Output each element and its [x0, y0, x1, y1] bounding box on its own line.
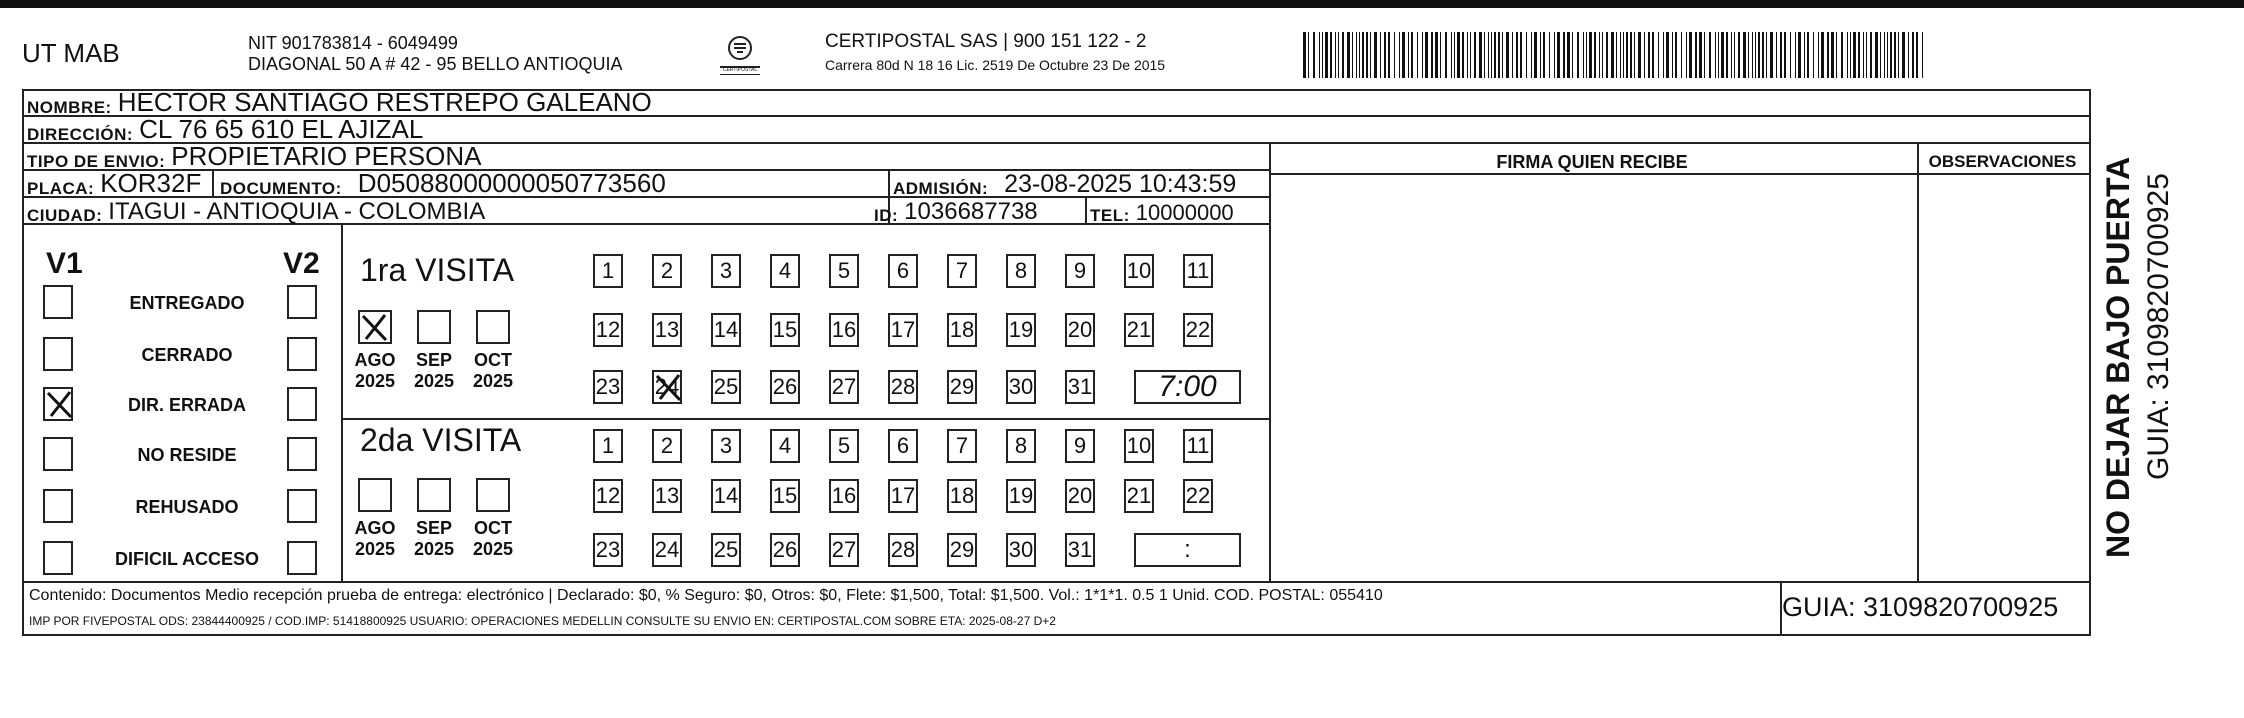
visit2-day-box[interactable] [1183, 479, 1213, 513]
visit1-day-number: 29 [949, 374, 975, 399]
visit2-day-box[interactable] [593, 479, 623, 513]
footer-imp: IMP POR FIVEPOSTAL ODS: 23844400925 / COD.IMP: 51418800925 USUARIO: OPERACIONES MEDELLIN CONSULTE SU ENVIO EN: CERTIPOSTAL.COM SOBRE ETA: 2025-08-27 D+2 [29, 614, 1056, 628]
visit1-day-box[interactable] [1065, 254, 1095, 288]
visit2-day-box[interactable] [593, 533, 623, 567]
direccion-value: CL 76 65 610 EL AJIZAL [139, 114, 424, 144]
visit1-day-number: 23 [595, 374, 621, 399]
visit2-day-box[interactable] [770, 429, 800, 463]
visit1-day-box[interactable] [711, 313, 741, 347]
visit1-day-box[interactable] [829, 254, 859, 288]
visit2-day-box[interactable] [1065, 429, 1095, 463]
visit2-day-number: 5 [837, 433, 851, 458]
visit2-day-number: 26 [772, 537, 798, 562]
placa-row [27, 168, 202, 199]
documento-label: DOCUMENTO: [220, 179, 342, 198]
visit1-day-number: 16 [831, 317, 857, 342]
visit2-day-number: 16 [831, 483, 857, 508]
visit2-day-box[interactable] [829, 479, 859, 513]
tel-label: TEL: [1090, 206, 1130, 225]
visit1-day-number: 18 [949, 317, 975, 342]
documento-row [220, 168, 666, 199]
carrier-address: Carrera 80d N 18 16 Lic. 2519 De Octubre 23 De 2015 [825, 57, 1166, 73]
visit2-day-number: 9 [1073, 433, 1087, 458]
tipo-label: TIPO DE ENVIO: [27, 152, 166, 171]
v1-header: V1 [46, 247, 83, 280]
v2-checkbox[interactable] [287, 489, 317, 523]
visit1-day-number: 26 [772, 374, 798, 399]
visit1-day-box[interactable] [1065, 370, 1095, 404]
visit1-day-number: 24 [654, 374, 680, 399]
visit2-month-caption [468, 518, 518, 560]
visit1-month-caption [409, 350, 459, 392]
visit2-year-label: 2025 [472, 539, 514, 559]
visit2-month-checkbox[interactable] [417, 478, 451, 512]
visit2-day-number: 1 [601, 433, 615, 458]
v1-checkbox[interactable] [43, 337, 73, 371]
visit2-time-box[interactable]: : [1134, 533, 1241, 567]
v2-checkbox[interactable] [287, 337, 317, 371]
placa-value: KOR32F [100, 168, 202, 198]
visit1-day-box[interactable] [1006, 254, 1036, 288]
visit2-day-number: 15 [772, 483, 798, 508]
visit2-day-number: 23 [595, 537, 621, 562]
visit1-day-number: 6 [896, 258, 910, 283]
visit1-day-number: 3 [719, 258, 733, 283]
visit1-day-box[interactable] [770, 313, 800, 347]
visit2-day-box[interactable] [1183, 429, 1213, 463]
top-border [0, 0, 2244, 8]
side-warning: NO DEJAR BAJO PUERTA [2100, 156, 2136, 558]
visit1-month-caption [468, 350, 518, 392]
visit2-day-number: 24 [654, 537, 680, 562]
visit2-day-box[interactable] [947, 479, 977, 513]
visit1-day-number: 15 [772, 317, 798, 342]
visit1-day-box[interactable] [1124, 313, 1154, 347]
company-nit: NIT 901783814 - 6049499 [248, 33, 458, 53]
tel-value: 10000000 [1135, 200, 1234, 225]
visit1-day-box[interactable] [888, 254, 918, 288]
v1-checkbox[interactable] [43, 437, 73, 471]
visit1-day-number: 28 [890, 374, 916, 399]
visit2-day-box[interactable] [947, 429, 977, 463]
visit1-day-box[interactable] [770, 254, 800, 288]
visit1-day-number: 25 [713, 374, 739, 399]
visit2-day-number: 31 [1067, 537, 1093, 562]
side-guia: GUIA: 3109820700925 [2142, 173, 2175, 480]
id-label: ID: [874, 206, 899, 225]
ciudad-label: CIUDAD: [27, 206, 103, 225]
visit1-month-caption [350, 350, 400, 392]
footer-contenido: Contenido: Documentos Medio recepción prueba de entrega: electrónico | Declarado: $0, % Seguro: $0, Otros: $0, Flete: $1,500, Total: $1,500. Vol.: 1*1*1. 0.5 1 Unid. COD. POSTAL: 055410 [29, 587, 1383, 604]
visit2-day-number: 25 [713, 537, 739, 562]
visit1-year-label: 2025 [472, 371, 514, 391]
visit1-day-box[interactable] [947, 370, 977, 404]
status-label: DIFICIL ACCESO [114, 549, 259, 569]
visit2-day-number: 7 [955, 433, 969, 458]
visit1-time-box[interactable]: 7:00 [1134, 370, 1241, 404]
visit1-month-label: OCT [474, 350, 512, 370]
visit2-day-number: 30 [1008, 537, 1034, 562]
v1-checkbox[interactable] [43, 285, 73, 319]
visit1-day-box[interactable] [1006, 370, 1036, 404]
v1-checkbox[interactable] [43, 489, 73, 523]
visit1-day-box[interactable] [652, 313, 682, 347]
visit2-month-caption [409, 518, 459, 560]
visit1-day-box[interactable] [1124, 254, 1154, 288]
visit2-title: 2da VISITA [360, 422, 522, 458]
visit2-day-number: 17 [890, 483, 916, 508]
carrier-name: CERTIPOSTAL SAS | 900 151 122 - 2 [825, 31, 1147, 52]
admision-value: 23-08-2025 10:43:59 [1004, 170, 1237, 198]
admision-row [893, 171, 1236, 199]
visit2-day-box[interactable] [947, 533, 977, 567]
visit2-day-box[interactable] [652, 479, 682, 513]
visit2-day-box[interactable] [1006, 533, 1036, 567]
visit1-day-box[interactable] [829, 370, 859, 404]
v2-checkbox[interactable] [287, 285, 317, 319]
visit2-day-number: 27 [831, 537, 857, 562]
visit2-month-label: SEP [415, 518, 453, 538]
visit1-day-number: 7 [955, 258, 969, 283]
admision-label: ADMISIÓN: [893, 179, 989, 198]
visit1-day-box[interactable] [1183, 313, 1213, 347]
visit1-day-box[interactable] [652, 370, 682, 404]
visit1-month-label: SEP [415, 350, 453, 370]
visit1-day-number: 5 [837, 258, 851, 283]
firma-header: FIRMA QUIEN RECIBE [1496, 152, 1688, 172]
visit2-day-number: 28 [890, 537, 916, 562]
visit1-title: 1ra VISITA [360, 252, 515, 288]
visit2-month-caption [350, 518, 400, 560]
visit2-day-box[interactable] [829, 533, 859, 567]
visit2-month-label: AGO [354, 518, 396, 538]
visit2-day-box[interactable] [888, 533, 918, 567]
placa-label: PLACA: [27, 179, 95, 198]
visit2-month-label: OCT [474, 518, 512, 538]
visit2-day-number: 8 [1014, 433, 1028, 458]
logo-lettering: CERTIPOSTAL [722, 67, 758, 73]
visit2-day-box[interactable] [652, 533, 682, 567]
visit2-day-number: 12 [595, 483, 621, 508]
visit1-month-checkbox[interactable] [417, 310, 451, 344]
visit2-month-checkbox[interactable] [476, 478, 510, 512]
visit1-day-box[interactable] [652, 254, 682, 288]
visit1-day-box[interactable] [1183, 254, 1213, 288]
id-value: 1036687738 [904, 198, 1038, 225]
v1-checkbox[interactable] [43, 387, 73, 421]
visit1-day-number: 21 [1126, 317, 1152, 342]
visit2-day-box[interactable] [888, 429, 918, 463]
visit1-day-number: 30 [1008, 374, 1034, 399]
visit1-year-label: 2025 [413, 371, 455, 391]
ciudad-value: ITAGUI - ANTIOQUIA - COLOMBIA [108, 198, 486, 225]
documento-value: D05088000000050773560 [357, 168, 666, 198]
status-label: REHUSADO [135, 497, 239, 517]
visit2-day-number: 14 [713, 483, 739, 508]
visit1-day-number: 10 [1126, 258, 1152, 283]
visit1-day-box[interactable] [593, 313, 623, 347]
visit2-day-box[interactable] [829, 429, 859, 463]
visit2-day-box[interactable] [888, 479, 918, 513]
visit1-day-box[interactable] [947, 313, 977, 347]
ciudad-row [27, 198, 485, 226]
visit2-year-label: 2025 [413, 539, 455, 559]
status-label: CERRADO [141, 345, 233, 365]
nombre-value: HECTOR SANTIAGO RESTREPO GALEANO [117, 87, 652, 117]
visit2-day-box[interactable] [1006, 429, 1036, 463]
visit2-day-number: 18 [949, 483, 975, 508]
v2-header: V2 [283, 247, 320, 280]
visit1-day-number: 22 [1185, 317, 1211, 342]
visit1-day-number: 19 [1008, 317, 1034, 342]
v1-checkbox[interactable] [43, 541, 73, 575]
visit2-day-box[interactable] [652, 429, 682, 463]
barcode [1303, 32, 1933, 78]
footer-guia: GUIA: 3109820700925 [1782, 592, 2059, 622]
v2-checkbox[interactable] [287, 437, 317, 471]
visit2-day-number: 20 [1067, 483, 1093, 508]
v2-checkbox[interactable] [287, 387, 317, 421]
visit1-day-number: 11 [1186, 258, 1210, 283]
visit1-day-box[interactable] [829, 313, 859, 347]
visit1-day-number: 4 [778, 258, 792, 283]
visit2-day-box[interactable] [593, 429, 623, 463]
nombre-label: NOMBRE: [27, 98, 112, 117]
visit1-day-number: 13 [654, 317, 680, 342]
visit1-month-checkbox[interactable] [358, 310, 392, 344]
status-label: DIR. ERRADA [127, 395, 246, 415]
visit2-month-checkbox[interactable] [358, 478, 392, 512]
visit2-day-number: 6 [896, 433, 910, 458]
status-label: NO RESIDE [137, 445, 237, 465]
visit1-day-box[interactable] [593, 254, 623, 288]
visit2-day-box[interactable] [1065, 533, 1095, 567]
visit2-day-number: 11 [1186, 433, 1210, 458]
status-label: ENTREGADO [129, 293, 245, 313]
observaciones-header: OBSERVACIONES [1928, 152, 2077, 171]
visit1-day-box[interactable] [888, 370, 918, 404]
certipostal-logo [714, 32, 766, 82]
visit2-day-number: 10 [1126, 433, 1152, 458]
visit1-day-box[interactable] [1006, 313, 1036, 347]
visit2-day-box[interactable] [770, 533, 800, 567]
visit1-day-number: 12 [595, 317, 621, 342]
visit2-day-number: 21 [1126, 483, 1152, 508]
visit1-day-number: 9 [1073, 258, 1087, 283]
visit2-day-box[interactable] [1124, 429, 1154, 463]
visit1-day-number: 14 [713, 317, 739, 342]
visit1-day-number: 27 [831, 374, 857, 399]
id-row [874, 198, 1038, 226]
visit1-month-label: AGO [354, 350, 396, 370]
company-name: UT MAB [22, 38, 120, 68]
visit1-year-label: 2025 [354, 371, 396, 391]
visit1-month-checkbox[interactable] [476, 310, 510, 344]
visit1-day-number: 8 [1014, 258, 1028, 283]
tel-row [1090, 198, 1234, 226]
visit1-day-number: 1 [601, 258, 615, 283]
visit2-day-number: 13 [654, 483, 680, 508]
v2-checkbox[interactable] [287, 541, 317, 575]
visit1-day-box[interactable] [711, 254, 741, 288]
visit1-day-number: 31 [1067, 374, 1093, 399]
visit2-day-box[interactable] [711, 429, 741, 463]
visit2-day-number: 2 [660, 433, 674, 458]
visit1-day-box[interactable] [947, 254, 977, 288]
visit2-day-box[interactable] [711, 479, 741, 513]
visit1-day-box[interactable] [593, 370, 623, 404]
visit2-day-box[interactable] [770, 479, 800, 513]
tipo-value: PROPIETARIO PERSONA [171, 141, 482, 171]
visit2-day-number: 29 [949, 537, 975, 562]
visit2-day-number: 19 [1008, 483, 1034, 508]
visit1-day-box[interactable] [770, 370, 800, 404]
visit2-day-number: 22 [1185, 483, 1211, 508]
visit2-year-label: 2025 [354, 539, 396, 559]
visit1-day-box[interactable] [1065, 313, 1095, 347]
direccion-label: DIRECCIÓN: [27, 125, 134, 144]
visit1-day-box[interactable] [711, 370, 741, 404]
visit1-day-box[interactable] [888, 313, 918, 347]
company-address: DIAGONAL 50 A # 42 - 95 BELLO ANTIOQUIA [248, 54, 623, 74]
visit1-day-number: 17 [890, 317, 916, 342]
visit2-day-number: 3 [719, 433, 733, 458]
visit2-day-box[interactable] [1065, 479, 1095, 513]
visit2-day-number: 4 [778, 433, 792, 458]
visit1-day-number: 20 [1067, 317, 1093, 342]
visit2-day-box[interactable] [711, 533, 741, 567]
visit2-day-box[interactable] [1124, 479, 1154, 513]
visit2-day-box[interactable] [1006, 479, 1036, 513]
visit1-day-number: 2 [660, 258, 674, 283]
